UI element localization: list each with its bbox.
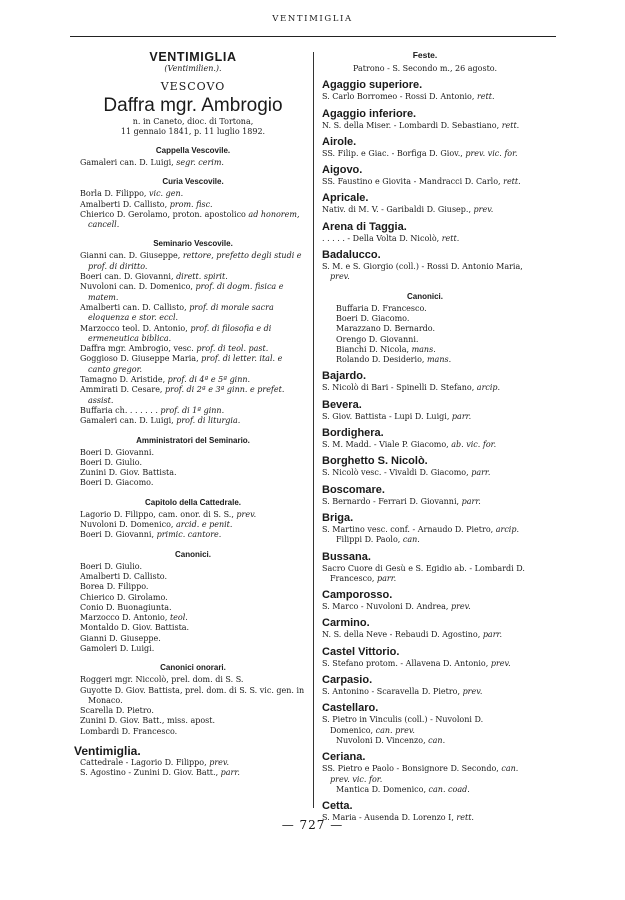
parish-name: Briga.	[322, 511, 354, 524]
seminario-entry: Nuvoloni can. D. Domenico, prof. di dogm. fisica e matem.	[80, 282, 284, 302]
capitolo-entry: Boeri D. Giovanni, primic. cantore.	[80, 530, 222, 540]
parish-entry: S. M. e S. Giorgio (coll.) - Rossi D. Antonio Maria, prev.	[322, 262, 523, 282]
parish-entry: S. Giov. Battista - Lupi D. Luigi, parr.	[322, 411, 472, 421]
canonico-onorario-entry: Roggeri mgr. Niccolò, prel. dom. di S. S.	[80, 675, 244, 685]
parish-entry: S. Carlo Borromeo - Rossi D. Antonio, rett.	[322, 92, 495, 102]
seminario-entry: Goggioso D. Giuseppe Maria, prof. di letter. ital. e canto gregor.	[80, 354, 283, 374]
parish-entry: S. Nicolò vesc. - Vivaldi D. Giacomo, parr.	[322, 468, 491, 478]
parish-entry: S. M. Madd. - Viale P. Giacomo, ab. vic. for.	[322, 440, 497, 450]
curia-entry: Borla D. Filippo, vic. gen.	[80, 189, 184, 199]
parish-list	[322, 79, 528, 282]
canonico-onorario-entry: Zunini D. Giov. Batt., miss. apost.	[80, 716, 216, 726]
parish-name: Boscomare.	[322, 483, 385, 496]
canonico-entry: Gianni D. Giuseppe.	[80, 633, 161, 643]
canonico-entry: Bianchi D. Nicola, mans.	[336, 344, 436, 354]
canonico-entry: Gamoleri D. Luigi.	[80, 643, 155, 653]
amministratore-entry: Boeri D. Giacomo.	[80, 478, 154, 488]
diocese-latin-name: (Ventimilien.).	[164, 64, 222, 73]
parish-name: Bajardo.	[322, 370, 367, 383]
seminario-entry: Gianni can. D. Giuseppe, rettore, prefetto degli studi e prof. di diritto.	[80, 251, 302, 271]
amministratore-entry: Boeri D. Giovanni.	[80, 447, 155, 457]
amministratore-entry: Boeri D. Giulio.	[80, 457, 143, 467]
parish-name: Camporosso.	[322, 589, 393, 602]
capitolo-entry: Nuvoloni D. Domenico, arcid. e penit.	[80, 520, 233, 530]
parish-entry: S. Nicolò di Bari - Spinelli D. Stefano, arcip.	[322, 383, 501, 393]
curia-entry: Amalberti D. Callisto, prom. fisc.	[80, 199, 213, 209]
parish-list	[322, 370, 528, 823]
amministratore-entry: Zunini D. Giov. Battista.	[80, 468, 177, 478]
parish-entry: SS. Faustino e Giovita - Mandracci D. Carlo, rett.	[322, 177, 521, 187]
parish-name: Apricale.	[322, 192, 369, 205]
page-number: — 727 —	[281, 818, 344, 832]
section-canonici-onorari-title: Canonici onorari.	[160, 663, 226, 673]
canonico-entry: Rolando D. Desiderio, mans.	[336, 355, 452, 365]
parish-entry: Nativ. di M. V. - Garibaldi D. Giusep., prev.	[322, 205, 494, 215]
section-cappella-title: Cappella Vescovile.	[155, 146, 231, 155]
canonico-entry: Borea D. Filippo.	[80, 582, 149, 592]
town-ventimiglia: Ventimiglia.	[74, 744, 141, 759]
parish-entry: Filippi D. Paolo, can.	[336, 535, 420, 545]
section-amministratori-title: Amministratori del Seminario.	[136, 435, 250, 445]
capitolo-entry: Lagorio D. Filippo, cam. onor. di S. S., prev.	[80, 509, 257, 519]
parish-entry: S. Pietro in Vinculis (coll.) - Nuvoloni D. Domenico, can. prev.	[322, 715, 484, 735]
parish-entry: N. S. della Miser. - Lombardi D. Sebastiano, rett.	[322, 120, 520, 130]
parish-entry: S. Stefano protom. - Allavena D. Antonio, prev.	[322, 658, 511, 668]
feste-entry: Patrono - S. Secondo m., 26 agosto.	[352, 64, 497, 73]
seminario-entry: Tamagno D. Aristide, prof. di 4ª e 5ª ginn.	[80, 375, 251, 385]
seminario-entry: Daffra mgr. Ambrogio, vesc. prof. di teol. past.	[80, 344, 269, 354]
parish-name: Badalucco.	[322, 249, 381, 262]
canonico-onorario-entry: Scarella D. Pietro.	[80, 706, 154, 716]
parish-name: Arena di Taggia.	[322, 220, 407, 233]
canonico-entry: Chierico D. Girolamo.	[80, 592, 168, 602]
parish-name: Carmino.	[322, 617, 370, 630]
ventimiglia-parish-entry: S. Agostino - Zunini D. Giov. Batt., parr.	[80, 768, 240, 778]
seminario-entry: Buffaria ch. . . . . . . prof. di 1ª ginn.	[80, 405, 225, 415]
section-canonici-title: Canonici.	[174, 549, 211, 559]
seminario-entry: Amalberti can. D. Callisto, prof. di morale sacra eloquenza e stor. eccl.	[80, 302, 274, 323]
parish-name: Bussana.	[322, 550, 371, 563]
parish-entry: . . . . . - Della Volta D. Nicolò, rett.	[322, 233, 460, 243]
bishop-info	[80, 117, 306, 137]
parish-name: Aigovo.	[322, 164, 363, 177]
parish-entry: SS. Pietro e Paolo - Bonsignore D. Secondo, can. prev. vic. for.	[322, 764, 519, 784]
parish-entry: SS. Filip. e Giac. - Borfiga D. Giov., prev. vic. for.	[322, 148, 518, 158]
parish-name: Agaggio superiore.	[322, 79, 423, 92]
top-rule	[70, 36, 556, 37]
parish-entry: S. Marco - Nuvoloni D. Andrea, prev.	[322, 602, 471, 612]
canonico-entry: Montaldo D. Giov. Battista.	[80, 623, 190, 633]
canonico-entry: Boeri D. Giulio.	[80, 561, 143, 571]
badalucco-canonici-title: Canonici.	[406, 291, 443, 301]
canonico-entry: Amalberti D. Callisto.	[80, 571, 168, 581]
canonico-onorario-entry: Guyotte D. Giov. Battista, prel. dom. di S. S. vic. gen. in Monaco.	[80, 685, 305, 705]
diocese-title: VENTIMIGLIA	[149, 50, 237, 64]
parish-name: Castellaro.	[322, 702, 379, 715]
parish-name: Castel Vittorio.	[322, 645, 400, 658]
right-column	[322, 50, 528, 823]
canonico-entry: Buffaria D. Francesco.	[336, 303, 427, 313]
vescovo-label: VESCOVO	[160, 80, 226, 93]
parish-entry: S. Martino vesc. conf. - Arnaudo D. Pietro, arcip.	[322, 524, 520, 534]
bishop-dates: 11 gennaio 1841, p. 11 luglio 1892.	[120, 127, 266, 136]
parish-entry: S. Bernardo - Ferrari D. Giovanni, parr.	[322, 496, 481, 506]
badalucco-canonici-list	[322, 304, 528, 366]
parish-entry: S. Maria - Ausenda D. Lorenzo I, rett.	[322, 813, 474, 823]
parish-entry: Nuvoloni D. Vincenzo, can.	[336, 735, 446, 745]
seminario-entry: Gamaleri can. D. Luigi, prof. di liturgia.	[80, 416, 241, 426]
left-column	[74, 50, 306, 779]
seminario-entry: Marzocco teol. D. Antonio, prof. di filosofia e di ermeneutica biblica.	[80, 323, 272, 343]
parish-name: Carpasio.	[322, 674, 373, 687]
parish-name: Ceriana.	[322, 751, 366, 764]
parish-entry: Sacro Cuore di Gesù e S. Egidio ab. - Lombardi D. Francesco, parr.	[322, 563, 525, 583]
canonico-entry: Conio D. Buonagiunta.	[80, 602, 172, 612]
running-head: VENTIMIGLIA	[272, 14, 353, 24]
seminario-entry: Ammirati D. Cesare, prof. di 2ª e 3ª ginn. e prefet. assist.	[80, 385, 285, 405]
canonico-entry: Orengo D. Giovanni.	[336, 334, 419, 344]
parish-name: Bevera.	[322, 398, 362, 411]
parish-name: Airole.	[322, 135, 357, 148]
column-divider	[313, 52, 314, 808]
section-curia-title: Curia Vescovile.	[162, 177, 224, 187]
curia-entry: Chierico D. Gerolamo, proton. apostolico ad honorem, cancell.	[80, 209, 300, 230]
parish-name: Agaggio inferiore.	[322, 107, 417, 120]
parish-name: Cetta.	[322, 800, 353, 813]
cappella-entry: Gamaleri can. D. Luigi, segr. cerim.	[80, 158, 224, 167]
bishop-birth: n. in Caneto, dioc. di Tortona,	[132, 117, 254, 126]
canonico-entry: Marazzano D. Bernardo.	[336, 324, 436, 334]
ventimiglia-parish-entry: Cattedrale - Lagorio D. Filippo, prev.	[80, 758, 229, 768]
section-seminario-title: Seminario Vescovile.	[153, 239, 233, 249]
canonico-entry: Boeri D. Giacomo.	[336, 313, 410, 323]
section-capitolo-title: Capitolo della Cattedrale.	[144, 497, 242, 507]
parish-name: Bordighera.	[322, 427, 384, 440]
parish-name: Borghetto S. Nicolò.	[322, 455, 428, 468]
parish-entry: N. S. della Neve - Rebaudi D. Agostino, parr.	[322, 630, 503, 640]
canonico-onorario-entry: Lombardi D. Francesco.	[80, 726, 178, 736]
feste-title: Feste.	[412, 50, 438, 60]
seminario-entry: Boeri can. D. Giovanni, dirett. spirit.	[80, 272, 228, 282]
parish-entry: S. Antonino - Scaravella D. Pietro, prev.	[322, 687, 483, 697]
canonico-entry: Marzocco D. Antonio, teol.	[80, 613, 188, 623]
parish-entry: Mantica D. Domenico, can. coad.	[336, 784, 470, 794]
bishop-name: Daffra mgr. Ambrogio	[103, 95, 283, 116]
